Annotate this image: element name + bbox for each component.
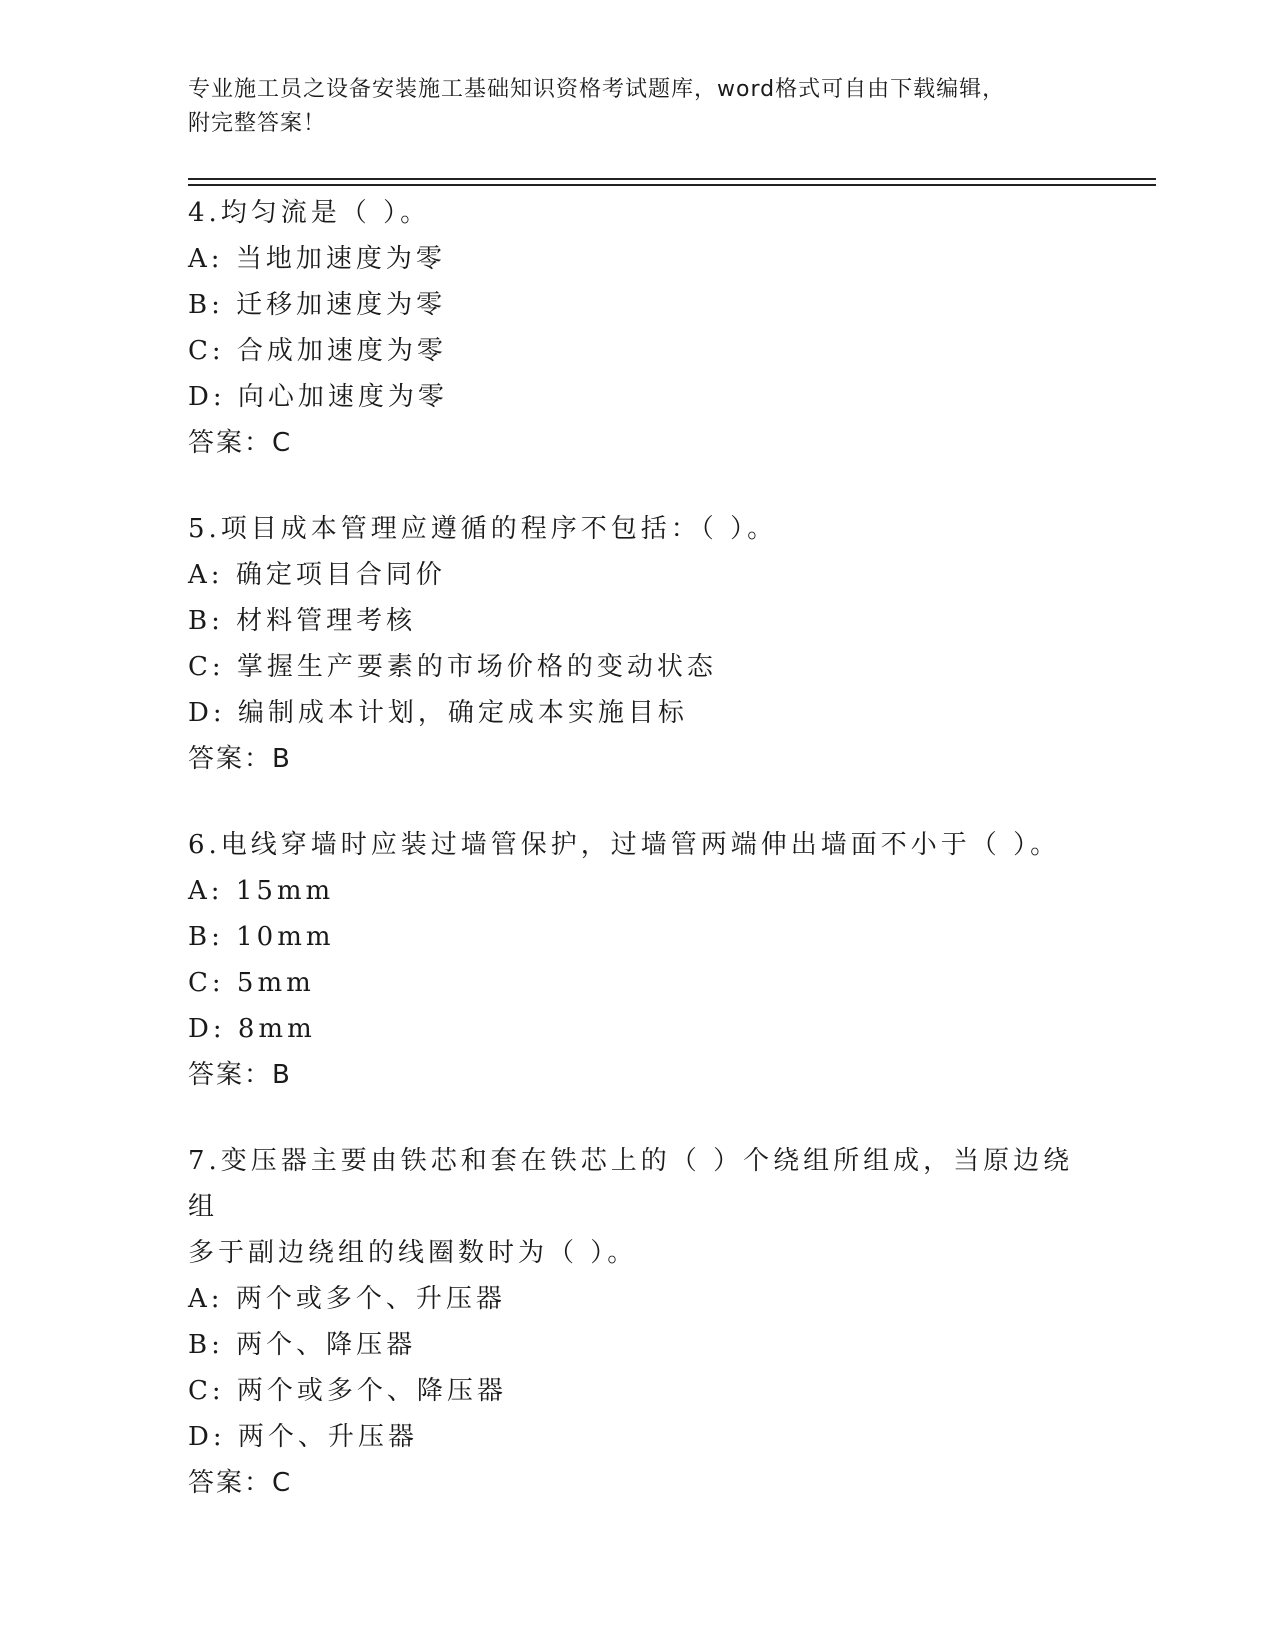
option-text: 确定项目合同价 <box>235 560 446 590</box>
option-letter: D: <box>188 382 226 412</box>
question-stem: 5.项目成本管理应遵循的程序不包括：（ ）。 <box>188 514 778 544</box>
option-letter: A: <box>188 560 224 590</box>
option-letter: D: <box>188 1422 226 1452</box>
header-line-2: 附完整答案！ <box>188 111 327 136</box>
option-letter: A: <box>188 244 224 274</box>
option-b <box>188 282 1088 328</box>
question-stem-line-2: 多于副边绕组的线圈数时为（ ）。 <box>188 1238 638 1268</box>
option-text: 向心加速度为零 <box>237 382 448 412</box>
option-a <box>188 1276 1088 1322</box>
option-text: 15mm <box>235 876 335 906</box>
option-text: 5mm <box>236 968 315 998</box>
question-stem-line-1: 7.变压器主要由铁芯和套在铁芯上的（ ）个绕组所组成，当原边绕组 <box>188 1146 1074 1222</box>
option-letter: C: <box>188 336 225 366</box>
question-stem: 6.电线穿墙时应装过墙管保护，过墙管两端伸出墙面不小于（ ）。 <box>188 830 1061 860</box>
option-letter: B: <box>188 290 224 320</box>
option-c <box>188 1368 1088 1414</box>
option-d <box>188 1006 1088 1052</box>
option-letter: D: <box>188 1014 226 1044</box>
question-list <box>188 190 1088 1546</box>
option-text: 合成加速度为零 <box>236 336 447 366</box>
question-4 <box>188 190 1088 466</box>
answer-line: 答案：C <box>188 1468 293 1498</box>
option-letter: B: <box>188 922 224 952</box>
option-b <box>188 914 1088 960</box>
option-text: 两个、降压器 <box>236 1330 417 1360</box>
header-divider-top <box>188 178 1156 180</box>
option-text: 两个或多个、升压器 <box>235 1284 506 1314</box>
option-letter: B: <box>188 1330 224 1360</box>
option-d <box>188 690 1088 736</box>
option-c <box>188 328 1088 374</box>
option-letter: C: <box>188 968 225 998</box>
option-d <box>188 1414 1088 1460</box>
header-divider-bottom <box>188 184 1156 186</box>
answer-line: 答案：C <box>188 428 293 458</box>
question-stem: 4.均匀流是（ ）。 <box>188 198 431 228</box>
option-c <box>188 960 1088 1006</box>
option-letter: C: <box>188 652 225 682</box>
option-a <box>188 868 1088 914</box>
option-text: 两个或多个、降压器 <box>236 1376 507 1406</box>
option-letter: B: <box>188 606 224 636</box>
option-b <box>188 598 1088 644</box>
question-7 <box>188 1138 1088 1506</box>
document-header <box>188 73 1088 141</box>
option-letter: A: <box>188 876 224 906</box>
option-text: 10mm <box>236 922 335 952</box>
option-text: 两个、升压器 <box>237 1422 418 1452</box>
option-letter: C: <box>188 1376 225 1406</box>
option-letter: A: <box>188 1284 224 1314</box>
question-6 <box>188 822 1088 1098</box>
option-text: 迁移加速度为零 <box>236 290 447 320</box>
header-line-1: 专业施工员之设备安装施工基础知识资格考试题库，word格式可自由下载编辑， <box>188 77 1006 102</box>
option-text: 当地加速度为零 <box>235 244 446 274</box>
question-5 <box>188 506 1088 782</box>
option-b <box>188 1322 1088 1368</box>
answer-line: 答案：B <box>188 744 292 774</box>
option-a <box>188 236 1088 282</box>
answer-line: 答案：B <box>188 1060 292 1090</box>
option-a <box>188 552 1088 598</box>
option-c <box>188 644 1088 690</box>
option-text: 材料管理考核 <box>236 606 417 636</box>
option-text: 8mm <box>237 1014 316 1044</box>
option-text: 编制成本计划，确定成本实施目标 <box>237 698 688 728</box>
option-d <box>188 374 1088 420</box>
option-letter: D: <box>188 698 226 728</box>
option-text: 掌握生产要素的市场价格的变动状态 <box>236 652 717 682</box>
